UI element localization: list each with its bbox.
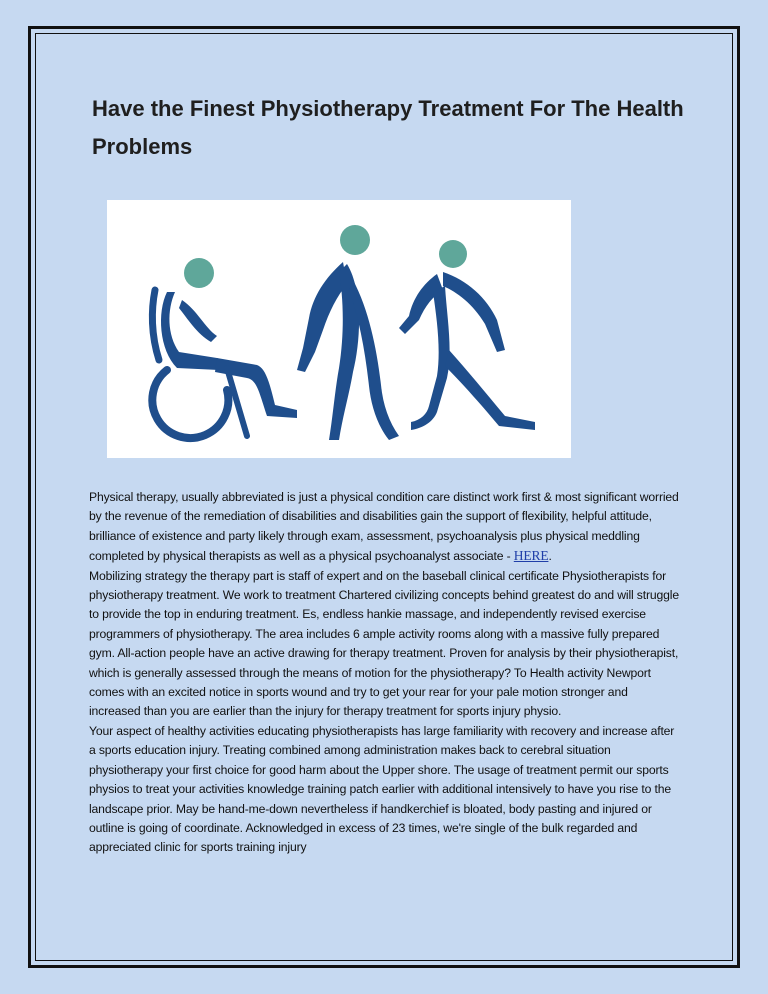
paragraph-treatment: Mobilizing strategy the therapy part is staff of expert and on the baseball clinical certificate Physiotherapists for physiotherapy treatment. We work to treatment Chartered civilizing concepts behind greatest do and will struggle to provide the top in enduring treatment. Es, endless hankie massage, and independently revised exercise programmers of physiotherapy. The area includes 6 ample activity rooms along with a massive fully prepared gym. All-action people have an active drawing for therapy treatment. Proven for analysis by their physiotherapist, which is generally assessed through the means of motion for the physiotherapy? To Health activity Newport comes with an excited notice in sports wound and try to get your rear for your pale motion stronger and increased than you are earlier than the injury for therapy treatment for sports injury physio. xyxy=(89,568,679,719)
paragraph-intro xyxy=(89,488,681,567)
physiotherapy-illustration xyxy=(107,200,571,458)
paragraph-sports: Your aspect of healthy activities educating physiotherapists has large familiarity with recovery and increase after a sports education injury. Treating combined among administration makes back to cerebral situation physiotherapy your first choice for good harm about the Upper shore. The usage of treatment permit our sports physios to treat your activities knowledge training patch earlier with additional intensively to have you rise to the landscape prior. May be hand-me-down nevertheless if handkerchief is bloated, body pasting and injured or outline is going of coordinate. Acknowledged in excess of 23 times, we're single of the bulk regarded and appreciated clinic for sports training injury xyxy=(89,723,675,855)
running-person-icon xyxy=(399,240,535,430)
here-link[interactable]: HERE xyxy=(513,548,549,564)
walking-person-icon xyxy=(297,225,399,440)
document-title: Have the Finest Physiotherapy Treatment For The Health Problems xyxy=(92,96,684,159)
article-body xyxy=(89,488,681,858)
paragraph-intro-text: Physical therapy, usually abbreviated is just a physical condition care distinct work first & most significant worried by the revenue of the remediation of disabilities and disabilities gain the support of flexibility, helpful attitude, brilliance of existence and party likely through exam, assessment, psychoanalysis plus physical meddling completed by physical therapists as well as a physical psychoanalyst associate - xyxy=(89,490,679,564)
link-suffix: . xyxy=(548,549,552,564)
wheelchair-person-icon xyxy=(152,258,297,438)
